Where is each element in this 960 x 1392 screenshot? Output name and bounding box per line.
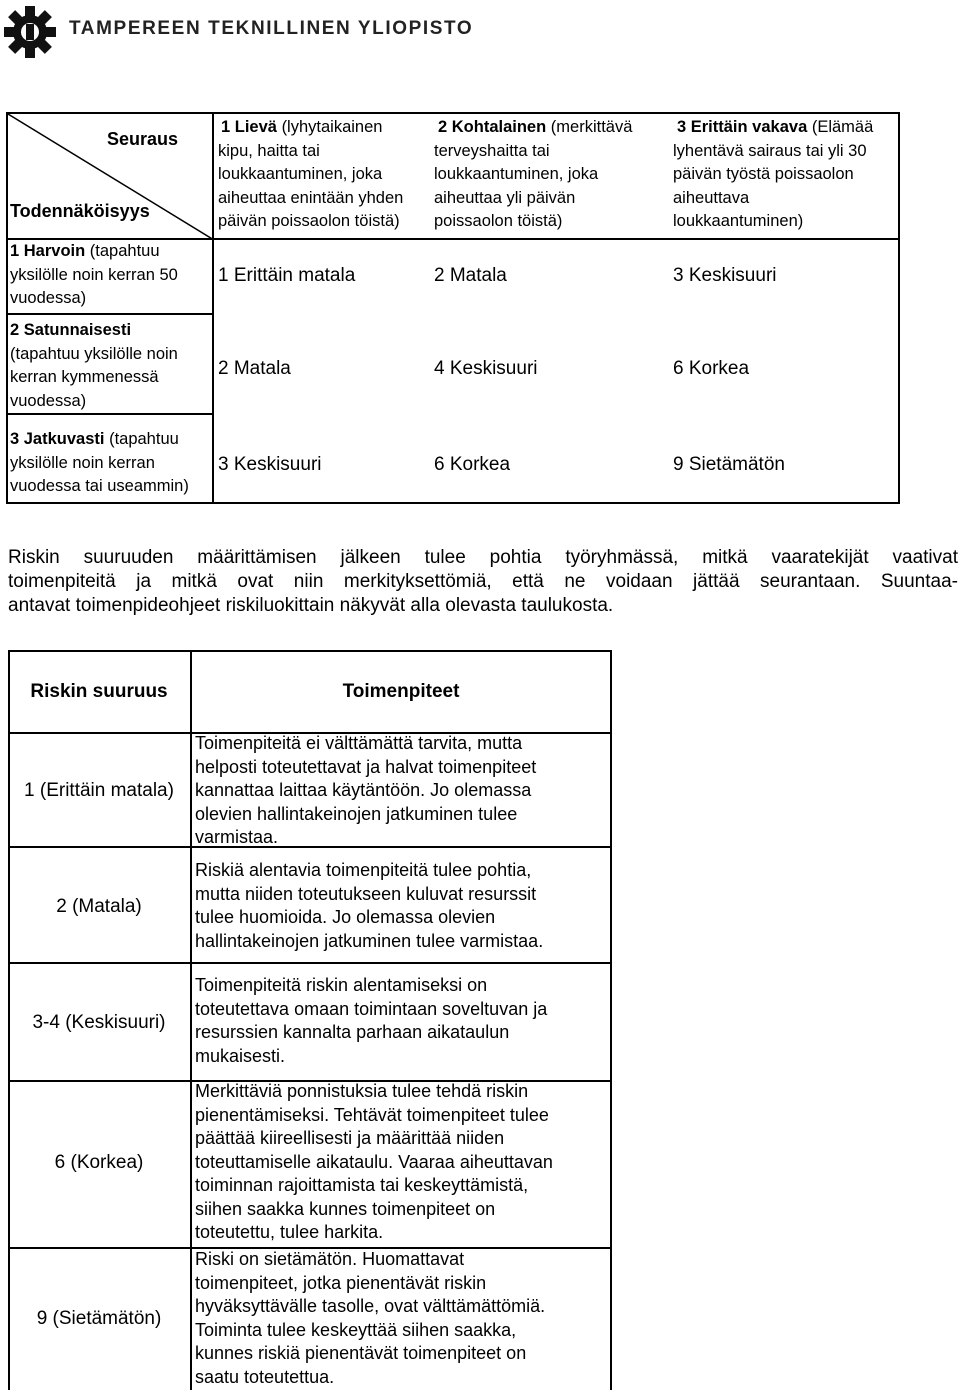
- action-line: varmistaa.: [195, 827, 279, 847]
- action-line: Toimenpiteitä ei välttämättä tarvita, mutta: [195, 733, 523, 753]
- header-risk-level: Riskin suuruus: [30, 681, 168, 702]
- column-1-line: aiheuttaa enintään yhden: [218, 188, 404, 207]
- university-name: TAMPEREEN TEKNILLINEN YLIOPISTO: [69, 18, 474, 39]
- row-header-1: [10, 240, 210, 311]
- column-1-line: kipu, haitta tai: [218, 141, 320, 160]
- row-1-line: yksilölle noin kerran 50: [10, 265, 178, 284]
- action-line: saatu toteutettua.: [195, 1366, 335, 1387]
- column-1-title: 1 Lievä: [221, 118, 277, 136]
- column-3-line: päivän työstä poissaolon: [673, 165, 854, 183]
- risk-matrix: [6, 112, 900, 504]
- row-3-line: (tapahtuu: [109, 430, 179, 448]
- action-line: toteutettu, tulee harkita.: [195, 1222, 384, 1242]
- action-line: toteutettava omaan toimintaan soveltuvan ja: [195, 998, 548, 1019]
- row-2-line: vuodessa): [10, 391, 87, 410]
- column-2-title: 2 Kohtalainen: [438, 118, 547, 136]
- action-line: hallintakeinojen jatkuminen tulee varmistaa.: [195, 930, 544, 951]
- column-3-line: (Elämää: [811, 118, 874, 136]
- action-line: Riski on sietämätön. Huomattavat: [195, 1249, 465, 1269]
- row-2-line: (tapahtuu yksilölle noin: [10, 344, 178, 363]
- action-text-3: [195, 974, 610, 1068]
- column-1-line: päivän poissaolon töistä): [218, 212, 400, 230]
- risk-value-r1-c1: 1 Erittäin matala: [218, 265, 356, 286]
- row-header-3: [10, 428, 214, 499]
- column-3-line: lyhentävä sairaus tai yli 30: [673, 141, 867, 160]
- corner-consequence-label: Seuraus: [107, 129, 179, 149]
- action-line: olevien hallintakeinojen jatkuminen tulee: [195, 803, 518, 824]
- paragraph-line: antavat toimenpideohjeet riskiluokittain näkyvät alla olevasta taulukosta.: [8, 595, 614, 616]
- page-header: [0, 0, 960, 62]
- row-3-line: vuodessa tai useammin): [10, 477, 189, 495]
- column-1-line: (lyhytaikainen: [281, 118, 383, 136]
- grid-line: [610, 650, 612, 1390]
- row-2-line: kerran kymmenessä: [10, 368, 159, 386]
- body-paragraph: [8, 546, 958, 618]
- column-2-line: loukkaantuminen, joka: [434, 165, 599, 183]
- action-text-1: [195, 732, 610, 850]
- risk-value-r2-c3: 6 Korkea: [673, 358, 750, 379]
- column-2-line: poissaolon töistä): [434, 212, 563, 230]
- risk-level-1: 1 (Erittäin matala): [24, 780, 174, 801]
- column-3-title: 3 Erittäin vakava: [677, 118, 808, 136]
- column-header-1: [218, 116, 433, 234]
- risk-value-r3-c1: 3 Keskisuuri: [218, 454, 322, 475]
- risk-value-r2-c2: 4 Keskisuuri: [434, 358, 538, 379]
- action-text-5: [195, 1248, 610, 1389]
- risk-value-r1-c2: 2 Matala: [434, 265, 507, 286]
- action-line: Riskiä alentavia toimenpiteitä tulee pohtia,: [195, 860, 532, 880]
- row-header-2: [10, 319, 210, 413]
- risk-level-2: 2 (Matala): [56, 896, 142, 917]
- action-line: helposti toteutettavat ja halvat toimenpiteet: [195, 756, 537, 777]
- action-line: tulee huomioida. Jo olemassa olevien: [195, 907, 496, 927]
- row-3-line: yksilölle noin kerran: [10, 453, 155, 472]
- risk-level-3: 3-4 (Keskisuuri): [32, 1012, 166, 1033]
- action-line: kunnes riskiä pienentävät toimenpiteet on: [195, 1343, 527, 1363]
- action-line: resurssien kannalta parhaan aikataulun: [195, 1022, 510, 1042]
- action-line: mutta niiden toteutukseen kuluvat resurssit: [195, 883, 537, 904]
- paragraph-line: toimenpiteitä ja mitkä ovat niin merkityksettömiä, että ne voidaan jättää seurantaan. Suuntaa-: [8, 571, 958, 592]
- risk-value-r3-c2: 6 Korkea: [434, 454, 511, 475]
- row-3-title: 3 Jatkuvasti: [10, 430, 105, 448]
- risk-value-r1-c3: 3 Keskisuuri: [673, 265, 777, 286]
- action-line: toiminnan rajoittamista tai keskeyttämistä,: [195, 1175, 529, 1195]
- measures-table: [8, 650, 612, 1390]
- action-line: hyväksyttävälle tasolle, ovat välttämättömiä.: [195, 1296, 546, 1316]
- action-line: toimenpiteet, jotka pienentävät riskin: [195, 1272, 487, 1293]
- action-line: toteuttamiselle aikataulu. Vaaraa aiheuttavan: [195, 1151, 553, 1172]
- gear-icon: [2, 4, 58, 60]
- action-line: Toimenpiteitä riskin alentamiseksi on: [195, 975, 488, 995]
- action-line: siihen saakka kunnes toimenpiteet on: [195, 1198, 496, 1219]
- action-line: Toiminta tulee keskeyttää siihen saakka,: [195, 1319, 517, 1340]
- risk-level-5: 9 (Sietämätön): [36, 1308, 162, 1329]
- action-text-2: [195, 859, 610, 953]
- action-line: päättää kiireellisesti ja määrittää niiden: [195, 1128, 505, 1148]
- row-1-title: 1 Harvoin: [10, 242, 86, 260]
- column-1-line: loukkaantuminen, joka: [218, 165, 383, 183]
- grid-line: [8, 650, 612, 652]
- row-1-line: (tapahtuu: [89, 242, 160, 260]
- paragraph-line: Riskin suuruuden määrittämisen jälkeen tulee pohtia työryhmässä, mitkä vaaratekijät vaativat: [8, 547, 958, 568]
- row-1-line: vuodessa): [10, 289, 87, 307]
- grid-line: [190, 650, 192, 1390]
- action-line: mukaisesti.: [195, 1045, 286, 1066]
- risk-value-r3-c3: 9 Sietämätön: [673, 454, 785, 475]
- header-actions: Toimenpiteet: [342, 681, 460, 702]
- action-line: Merkittäviä ponnistuksia tulee tehdä riskin: [195, 1081, 529, 1101]
- column-2-line: aiheuttaa yli päivän: [434, 188, 576, 207]
- action-line: kannattaa laittaa käytäntöön. Jo olemassa: [195, 780, 532, 800]
- grid-line: [8, 962, 612, 964]
- column-2-line: (merkittävä: [550, 118, 633, 136]
- risk-level-4: 6 (Korkea): [54, 1152, 144, 1173]
- row-2-title: 2 Satunnaisesti: [10, 321, 132, 339]
- column-header-3: [673, 116, 901, 234]
- grid-line: [8, 413, 214, 415]
- column-3-line: loukkaantuminen): [673, 212, 804, 230]
- column-3-line: aiheuttava: [673, 188, 750, 207]
- risk-value-r2-c1: 2 Matala: [218, 358, 291, 379]
- column-header-2: [434, 116, 669, 234]
- action-text-4: [195, 1080, 610, 1245]
- grid-line: [8, 313, 214, 315]
- column-2-line: terveyshaitta tai: [434, 141, 550, 160]
- corner-probability-label: Todennäköisyys: [10, 201, 150, 221]
- action-line: pienentämiseksi. Tehtävät toimenpiteet tulee: [195, 1104, 549, 1125]
